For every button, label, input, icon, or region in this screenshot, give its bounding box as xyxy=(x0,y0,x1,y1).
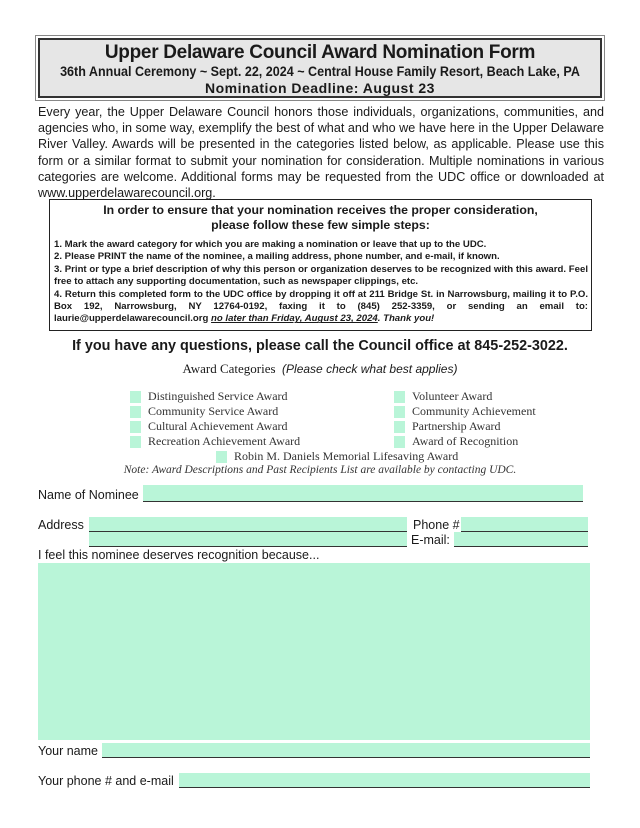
checkbox[interactable] xyxy=(130,406,141,418)
category-community-achievement[interactable] xyxy=(394,404,536,419)
categories-note: Note: Award Descriptions and Past Recipients List are available by contacting UDC. xyxy=(123,464,517,476)
checkbox[interactable] xyxy=(394,436,405,448)
category-label: Volunteer Award xyxy=(412,389,493,403)
instructions-box xyxy=(49,199,592,331)
your-contact-underline xyxy=(179,773,590,788)
instruction-step-1: 1. Mark the award category for which you are making a nomination or leave that up to the UDC. xyxy=(54,239,487,250)
category-label: Cultural Achievement Award xyxy=(148,419,288,433)
instructions-heading xyxy=(50,203,591,233)
instruction-step-4 xyxy=(54,289,588,326)
category-label: Community Achievement xyxy=(412,404,536,418)
form-subtitle: 36th Annual Ceremony ~ Sept. 22, 2024 ~ Central House Family Resort, Beach Lake, PA xyxy=(60,64,580,79)
recognition-reason-textarea[interactable] xyxy=(38,563,590,740)
categories-title-text: Award Categories xyxy=(182,361,276,376)
instructions-list xyxy=(50,239,591,326)
category-label: Robin M. Daniels Memorial Lifesaving Award xyxy=(234,449,459,463)
category-label: Distinguished Service Award xyxy=(148,389,288,403)
category-partnership[interactable] xyxy=(394,419,501,434)
phone-underline xyxy=(461,517,588,532)
nominee-underline xyxy=(143,486,583,502)
instruction-step-4-text: 4. Return this completed form to the UDC office by dropping it off at 211 Bridge St. in Narrowsburg, mailing it to P.O. Box 192, Narrowsburg, NY 12764-0192, faxing it to (845) 252-3359, or sending an email to: laurie@upperdelawarecouncil.org xyxy=(54,288,588,325)
checkbox[interactable] xyxy=(130,436,141,448)
category-distinguished-service[interactable] xyxy=(130,389,288,404)
category-label: Partnership Award xyxy=(412,419,501,433)
category-volunteer[interactable] xyxy=(394,389,492,404)
category-cultural-achievement[interactable] xyxy=(130,419,288,434)
email-underline xyxy=(454,532,588,547)
nominee-label: Name of Nominee xyxy=(38,488,139,502)
because-label: I feel this nominee deserves recognition because... xyxy=(38,548,320,562)
phone-label: Phone # xyxy=(413,518,460,532)
category-label: Recreation Achievement Award xyxy=(148,434,301,448)
category-label: Award of Recognition xyxy=(412,434,519,448)
address-underline-1 xyxy=(89,517,407,532)
checkbox[interactable] xyxy=(394,406,405,418)
category-award-of-recognition[interactable] xyxy=(394,434,518,449)
checkbox[interactable] xyxy=(394,391,405,403)
categories-title xyxy=(0,361,640,377)
nomination-deadline: Nomination Deadline: August 23 xyxy=(205,80,435,96)
intro-paragraph: Every year, the Upper Delaware Council honors those individuals, organizations, communities, and agencies who, in some way, exemplify the best of what and who we have here in the Upper Delaware River Valley. Awards will be presented in the categories listed below, as applicable. Please use this form or a similar format to submit your nomination for consideration. Multiple nominations in various categories are welcome. Additional forms may be requested from the UDC office or downloaded at www.upperdelawarecouncil.org. xyxy=(38,105,604,201)
category-community-service[interactable] xyxy=(130,404,278,419)
address-underline-2 xyxy=(89,532,407,547)
form-title: Upper Delaware Council Award Nomination Form xyxy=(104,42,536,63)
checkbox[interactable] xyxy=(394,421,405,433)
questions-line: If you have any questions, please call the Council office at 845-252-3022. xyxy=(72,338,568,354)
instructions-heading-line2: please follow these few simple steps: xyxy=(211,218,430,232)
category-label: Community Service Award xyxy=(148,404,279,418)
checkbox[interactable] xyxy=(130,391,141,403)
categories-hint: (Please check what best applies) xyxy=(282,362,458,376)
category-recreation-achievement[interactable] xyxy=(130,434,300,449)
instruction-step-3: 3. Print or type a brief description of why this person or organization deserves to be recognized with this award. Feel free to attach any supporting documentation, such as newspaper clippings, etc. xyxy=(54,263,588,288)
your-name-label: Your name xyxy=(38,744,98,758)
address-label: Address xyxy=(38,518,84,532)
form-header xyxy=(38,38,602,98)
instruction-thanks: . Thank you! xyxy=(377,313,435,325)
instructions-heading-line1: In order to ensure that your nomination receives the proper consideration, xyxy=(103,203,538,217)
instruction-step-2: 2. Please PRINT the name of the nominee, a mailing address, phone number, and e-mail, if known. xyxy=(54,251,500,263)
email-label: E-mail: xyxy=(411,533,450,547)
instruction-deadline: no later than Friday, August 23, 2024 xyxy=(211,313,378,325)
category-lifesaving-award[interactable] xyxy=(216,449,458,464)
checkbox[interactable] xyxy=(216,451,227,463)
your-name-underline xyxy=(102,743,590,758)
your-contact-label: Your phone # and e-mail xyxy=(38,774,174,788)
checkbox[interactable] xyxy=(130,421,141,433)
